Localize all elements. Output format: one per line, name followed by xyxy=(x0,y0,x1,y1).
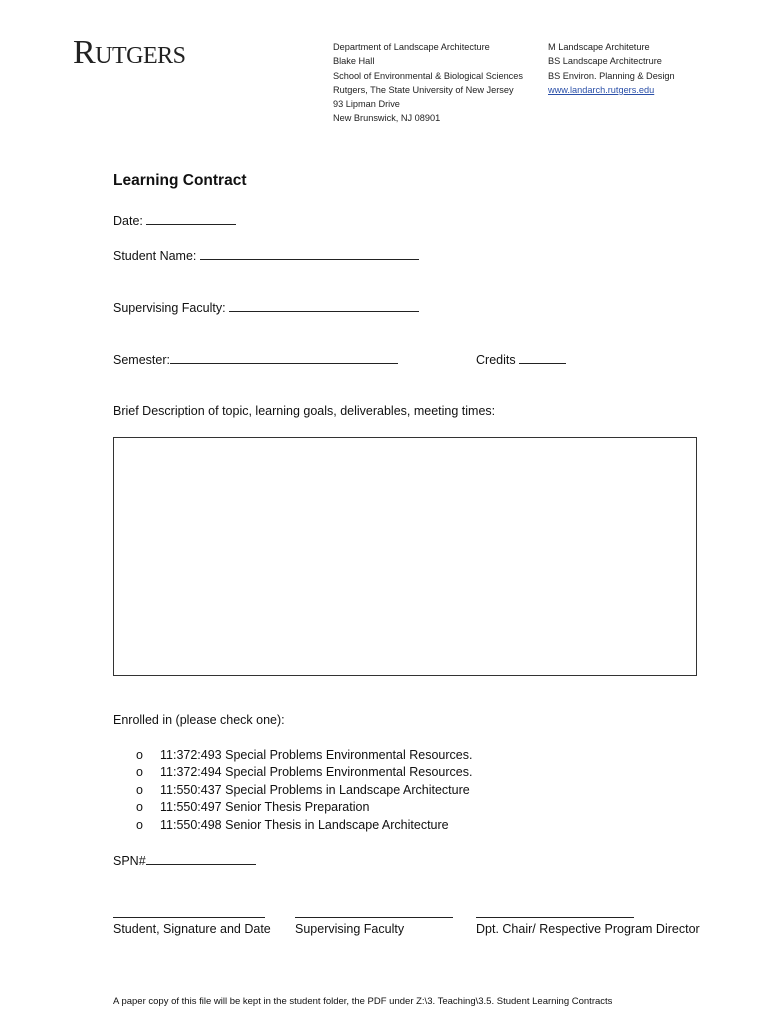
supervising-faculty-input-line[interactable] xyxy=(229,299,419,312)
checkbox-circle-icon[interactable]: o xyxy=(136,800,143,815)
enrollment-option[interactable] xyxy=(136,748,472,765)
date-label: Date: xyxy=(113,214,143,228)
rutgers-logo xyxy=(73,34,186,72)
supervising-faculty-label: Supervising Faculty: xyxy=(113,301,226,315)
credits-input-line[interactable] xyxy=(519,351,566,364)
checkbox-circle-icon[interactable]: o xyxy=(136,782,143,797)
enrollment-options xyxy=(136,748,472,835)
website-link[interactable]: www.landarch.rutgers.edu xyxy=(548,84,655,95)
enrollment-option[interactable] xyxy=(136,783,472,800)
spn-label: SPN# xyxy=(113,854,146,868)
semester-input-line[interactable] xyxy=(170,351,398,364)
enrollment-option[interactable] xyxy=(136,800,472,817)
student-signature-line[interactable] xyxy=(113,917,265,918)
spn-field xyxy=(113,852,256,868)
description-label: Brief Description of topic, learning goals, deliverables, meeting times: xyxy=(113,404,496,418)
chair-signature-label: Dpt. Chair/ Respective Program Director xyxy=(476,922,700,936)
semester-label: Semester: xyxy=(113,353,170,367)
address-line: 93 Lipman Drive xyxy=(333,99,400,110)
credits-label: Credits xyxy=(476,353,516,367)
program-item: M Landscape Architeture xyxy=(548,42,650,52)
option-label: 11:550:437 Special Problems in Landscape Architecture xyxy=(160,782,470,797)
option-label: 11:550:497 Senior Thesis Preparation xyxy=(160,800,370,815)
chair-signature-line[interactable] xyxy=(476,917,634,918)
checkbox-circle-icon[interactable]: o xyxy=(136,817,143,832)
student-name-input-line[interactable] xyxy=(200,247,419,260)
date-field xyxy=(113,212,236,228)
option-label: 11:372:493 Special Problems Environmental Resources. xyxy=(160,748,473,762)
checkbox-circle-icon[interactable]: o xyxy=(136,765,143,780)
semester-field xyxy=(113,351,398,367)
student-name-label: Student Name: xyxy=(113,249,197,263)
program-item: BS Environ. Planning & Design xyxy=(548,70,675,81)
description-textbox[interactable] xyxy=(113,437,697,676)
department-address xyxy=(333,40,523,126)
address-line: Department of Landscape Architecture xyxy=(333,42,490,52)
enrollment-option[interactable] xyxy=(136,818,472,835)
rutgers-logo-text: Rutgers xyxy=(73,34,186,71)
form-title: Learning Contract xyxy=(113,172,247,189)
spn-input-line[interactable] xyxy=(146,852,256,865)
checkbox-circle-icon[interactable]: o xyxy=(136,748,143,762)
date-input-line[interactable] xyxy=(146,212,236,225)
supervising-faculty-field xyxy=(113,299,419,315)
description-text xyxy=(114,438,696,446)
credits-field xyxy=(476,351,566,367)
address-line: New Brunswick, NJ 08901 xyxy=(333,113,441,124)
enrolled-label: Enrolled in (please check one): xyxy=(113,713,285,727)
footer-note: A paper copy of this file will be kept in the student folder, the PDF under Z:\3. Teaching\3.5. Student Learning Contracts xyxy=(113,996,613,1007)
address-line: Blake Hall xyxy=(333,56,375,67)
faculty-signature-line[interactable] xyxy=(295,917,453,918)
student-name-field xyxy=(113,247,419,263)
option-label: 11:372:494 Special Problems Environmental Resources. xyxy=(160,765,473,780)
program-list xyxy=(548,40,675,97)
enrollment-option[interactable] xyxy=(136,765,472,782)
faculty-signature-label: Supervising Faculty xyxy=(295,922,405,936)
option-label: 11:550:498 Senior Thesis in Landscape Architecture xyxy=(160,817,449,832)
address-line: Rutgers, The State University of New Jersey xyxy=(333,84,514,95)
student-signature-label: Student, Signature and Date xyxy=(113,922,271,936)
program-item: BS Landscape Architectrure xyxy=(548,56,662,67)
address-line: School of Environmental & Biological Sciences xyxy=(333,70,523,81)
